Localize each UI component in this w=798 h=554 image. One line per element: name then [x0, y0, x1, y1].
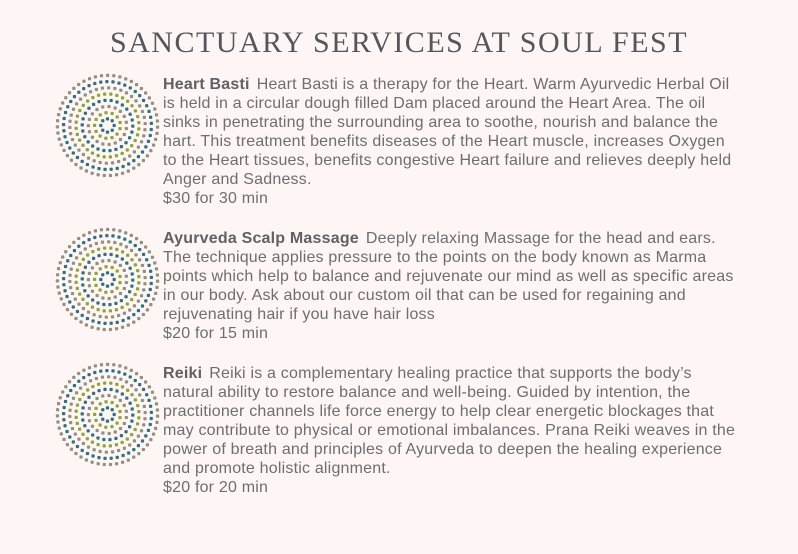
service-icon-cell: [55, 362, 160, 467]
dotted-mandala-icon: [55, 227, 160, 332]
service-icon-cell: [55, 73, 160, 178]
page-title: SANCTUARY SERVICES AT SOUL FEST: [109, 26, 689, 59]
service-price: $30 for 30 min: [163, 190, 269, 207]
service-name: Heart Basti: [163, 76, 250, 93]
service-row: [55, 362, 763, 497]
service-name: Ayurveda Scalp Massage: [163, 230, 359, 247]
service-description: Heart Basti is a therapy for the Heart. Warm Ayurvedic Herbal Oil is held in a circular dough filled Dam placed around the Heart Area. The oil sinks in penetrating the surrounding area to soothe, nourish and balance the hart. This treatment benefits diseases of the Heart muscle, increases Oxygen to the Heart tissues, benefits congestive Heart failure and relieves deeply held Anger and Sadness.: [163, 76, 732, 188]
service-description: Deeply relaxing Massage for the head and ears. The technique applies pressure to the points on the body known as Marma points which help to balance and rejuvenate our mind as well as specific areas in our body. Ask about our custom oil that can be used for regaining and rejuvenating hair if you have hair loss: [163, 230, 734, 323]
service-description: Reiki is a complementary healing practice that supports the body’s natural ability to restore balance and well-being. Guided by intention, the practitioner channels life force energy to help clear energetic blockages that may contribute to physical or emotional imbalances. Prana Reiki weaves in the power of breath and principles of Ayurveda to deepen the healing experience and promote holistic alignment.: [163, 365, 736, 477]
service-price: $20 for 15 min: [163, 325, 269, 342]
service-icon-cell: [55, 227, 160, 332]
service-text: [163, 75, 741, 208]
service-row: [55, 227, 763, 343]
service-name: Reiki: [163, 365, 203, 382]
service-row: [55, 73, 763, 208]
service-price: $20 for 20 min: [163, 479, 269, 496]
service-text: [163, 229, 741, 343]
dotted-mandala-icon: [55, 73, 160, 178]
services-list: [55, 73, 763, 516]
service-text: [163, 364, 741, 497]
dotted-mandala-icon: [55, 362, 160, 467]
